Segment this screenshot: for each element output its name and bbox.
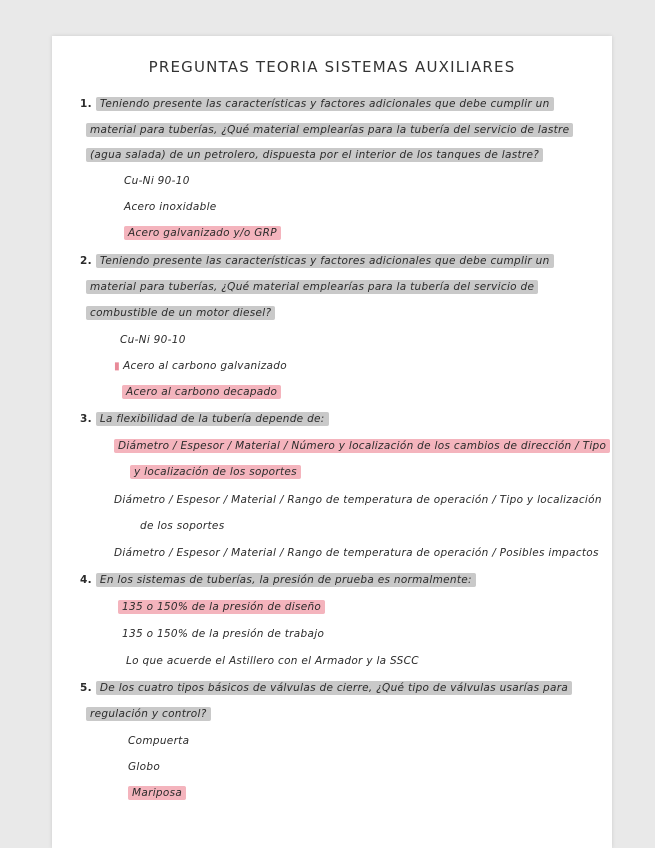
page-title: PREGUNTAS TEORIA SISTEMAS AUXILIARES bbox=[148, 58, 516, 76]
question-5-line-2: regulación y control? bbox=[86, 708, 211, 720]
question-4-number: 4. bbox=[80, 574, 92, 586]
question-3-option-a-answer: Diámetro / Espesor / Material / Número y localización de los cambios de dirección / Tipo bbox=[114, 440, 610, 452]
question-2-option-b: ▮ Acero al carbono galvanizado bbox=[114, 360, 287, 372]
question-3-option-a-cont-answer: y localización de los soportes bbox=[130, 466, 301, 478]
question-4-option-a-answer: 135 o 150% de la presión de diseño bbox=[118, 601, 325, 613]
question-1-option-c-answer: Acero galvanizado y/o GRP bbox=[124, 227, 281, 239]
question-5-option-b: Globo bbox=[128, 761, 161, 773]
question-4-line-1: 4. En los sistemas de tuberías, la presión de prueba es normalmente: bbox=[80, 574, 476, 586]
question-4-option-c: Lo que acuerde el Astillero con el Armador y la SSCC bbox=[126, 655, 419, 667]
question-3-option-b-cont: de los soportes bbox=[140, 520, 225, 532]
question-1-number: 1. bbox=[80, 98, 92, 110]
question-1-line-3: (agua salada) de un petrolero, dispuesta por el interior de los tanques de lastre? bbox=[86, 149, 543, 161]
question-2-number: 2. bbox=[80, 255, 92, 267]
question-3-number: 3. bbox=[80, 413, 92, 425]
question-1-option-a: Cu-Ni 90-10 bbox=[124, 175, 190, 187]
mark-icon: ▮ bbox=[114, 360, 121, 372]
question-5-option-a: Compuerta bbox=[128, 735, 190, 747]
question-2-option-c-answer: Acero al carbono decapado bbox=[122, 386, 281, 398]
question-5-line-1: 5. De los cuatro tipos básicos de válvulas de cierre, ¿Qué tipo de válvulas usarías para bbox=[80, 682, 572, 694]
exam-sheet bbox=[52, 36, 612, 848]
question-1-option-b: Acero inoxidable bbox=[124, 201, 217, 213]
question-1-line-2: material para tuberías, ¿Qué material emplearías para la tubería del servicio de lastre bbox=[86, 124, 573, 136]
question-3-option-b: Diámetro / Espesor / Material / Rango de temperatura de operación / Tipo y localización bbox=[114, 494, 602, 506]
question-3-line-1: 3. La flexibilidad de la tubería depende de: bbox=[80, 413, 329, 425]
question-4-option-b: 135 o 150% de la presión de trabajo bbox=[122, 628, 325, 640]
question-2-line-2: material para tuberías, ¿Qué material emplearías para la tubería del servicio de bbox=[86, 281, 538, 293]
question-1-line-1: 1. Teniendo presente las características y factores adicionales que debe cumplir un bbox=[80, 98, 554, 110]
question-2-line-1: 2. Teniendo presente las características y factores adicionales que debe cumplir un bbox=[80, 255, 554, 267]
question-2-option-a: Cu-Ni 90-10 bbox=[120, 334, 186, 346]
question-2-line-3: combustible de un motor diesel? bbox=[86, 307, 275, 319]
question-5-option-c-answer: Mariposa bbox=[128, 787, 186, 799]
question-3-option-c: Diámetro / Espesor / Material / Rango de temperatura de operación / Posibles impactos bbox=[114, 547, 599, 559]
question-5-number: 5. bbox=[80, 682, 92, 694]
